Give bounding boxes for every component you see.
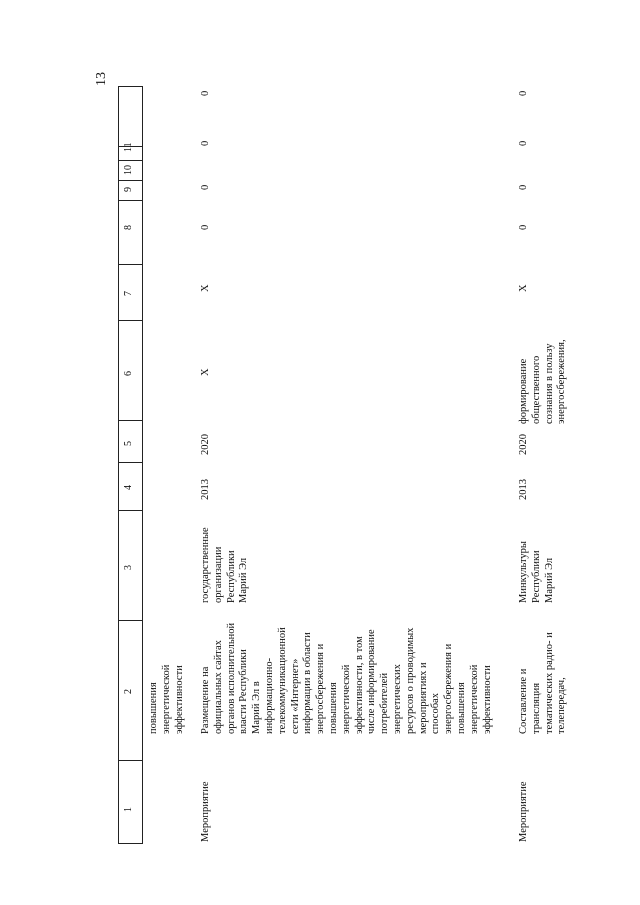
row2-end-year: 2020: [518, 434, 529, 455]
row1-col11: 0: [200, 90, 211, 96]
row1-description: Размещение на официальных сайтах органов исполнительной власти Республики Марий Эл в информационно- телекоммуникационной сети «Интернет» информации в области энергосбережения и повышения энергетической эффективности, в том числе информирование потребителей энергетических ресурсов о проводимых мероприятиях и способах энергосбережения и повышения энергетической эффективности: [200, 622, 493, 734]
row1-executor: государственные организации Республики Марий Эл: [200, 527, 250, 603]
row2-col9: 0: [518, 184, 529, 190]
row2-type: Мероприятие: [518, 781, 529, 842]
row2-col11: 0: [518, 90, 529, 96]
row1-col6: X: [200, 368, 211, 376]
header-col-11: 11: [123, 142, 134, 152]
row1-col10: 0: [200, 140, 211, 146]
row2-executor: Минкультуры Республики Марий Эл: [518, 541, 555, 603]
header-col-5: 5: [123, 441, 134, 446]
row2-col6: формирование общественного сознания в пользу энергосбережения,: [518, 339, 568, 424]
row2-description: Составление и трансляция тематических радио- и телепередач,: [518, 632, 568, 734]
header-col-7: 7: [123, 291, 134, 296]
row0-description: повышения энергетической эффективности: [148, 664, 185, 734]
header-col-4: 4: [123, 485, 134, 490]
row2-col10: 0: [518, 140, 529, 146]
row1-start-year: 2013: [200, 479, 211, 500]
row2-col7: X: [518, 284, 529, 292]
header-col-10: 10: [123, 165, 134, 175]
row2-col8: 0: [518, 224, 529, 230]
header-col-1: 1: [123, 807, 134, 812]
row1-col7: X: [200, 284, 211, 292]
row2-start-year: 2013: [518, 479, 529, 500]
header-col-9: 9: [123, 187, 134, 192]
header-col-8: 8: [123, 225, 134, 230]
header-col-3: 3: [123, 565, 134, 570]
row1-col9: 0: [200, 184, 211, 190]
row1-end-year: 2020: [200, 434, 211, 455]
row1-col8: 0: [200, 224, 211, 230]
row1-type: Мероприятие: [200, 781, 211, 842]
header-col-2: 2: [123, 689, 134, 694]
table-header-divider: [142, 86, 143, 844]
page-number: 13: [94, 72, 109, 86]
header-col-6: 6: [123, 371, 134, 376]
